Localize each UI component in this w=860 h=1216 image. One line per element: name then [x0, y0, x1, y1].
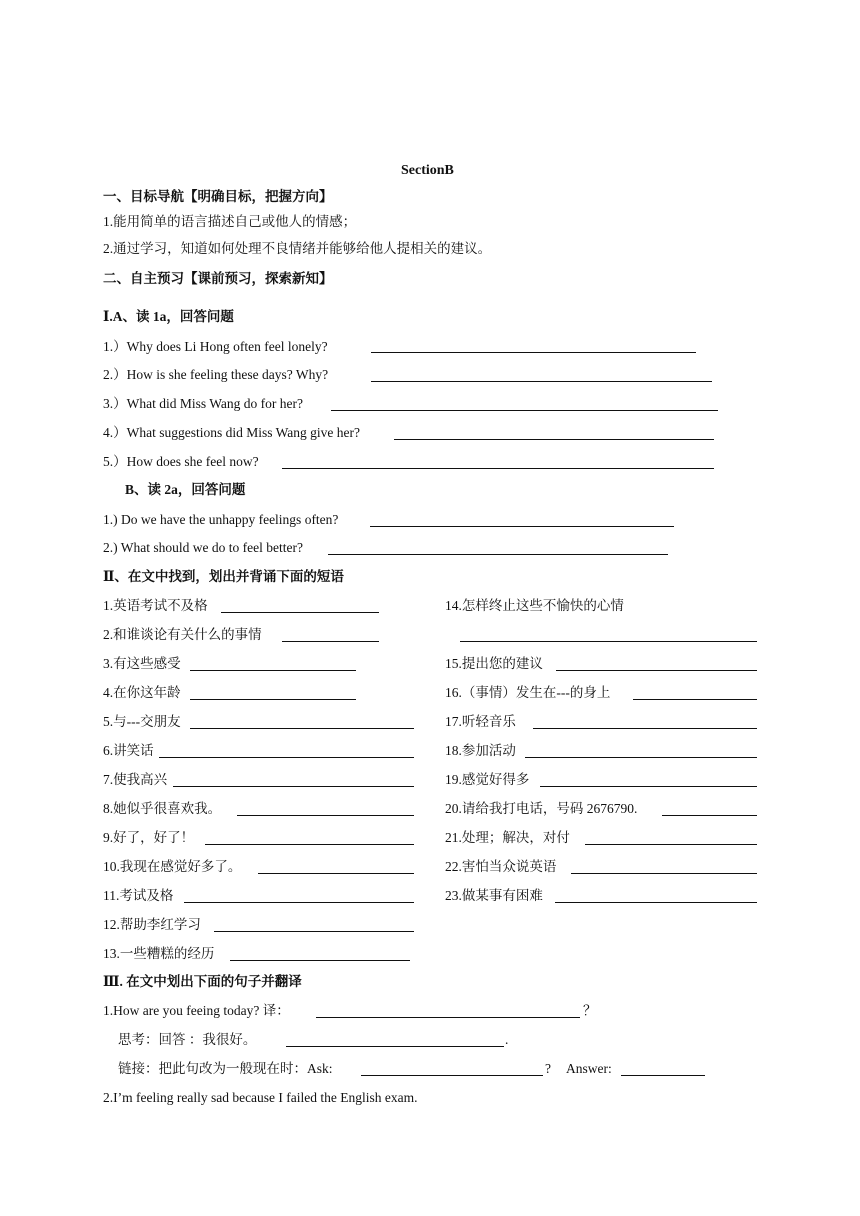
phrase-item: 7.使我高兴: [103, 772, 168, 787]
phrase-blank[interactable]: [540, 774, 757, 787]
phrase-item: 9.好了，好了！: [103, 830, 195, 845]
translation-blank[interactable]: [316, 1005, 580, 1018]
phrase-item: 3.有这些感受: [103, 656, 181, 671]
phrase-item: 19.感觉好得多: [445, 772, 530, 787]
answer-blank[interactable]: [621, 1063, 705, 1076]
question-row: [103, 395, 303, 413]
ask-blank[interactable]: [361, 1063, 543, 1076]
section2-heading: 二、自主预习【课前预习，探索新知】: [103, 271, 333, 286]
phrase-item: 8.她似乎很喜欢我。: [103, 801, 222, 816]
question-text: 3.）What did Miss Wang do for her?: [103, 396, 304, 411]
question-row: [103, 453, 259, 471]
phrase-item: 4.在你这年龄: [103, 685, 181, 700]
phrase-blank[interactable]: [237, 803, 414, 816]
phrase-blank[interactable]: [533, 716, 757, 729]
question-text: 2.) What should we do to feel better?: [103, 540, 303, 555]
answer-blank[interactable]: [371, 369, 712, 382]
answer-blank[interactable]: [370, 514, 674, 527]
phrase-blank[interactable]: [633, 687, 757, 700]
phrase-item: 11.考试及格: [103, 888, 174, 903]
phrase-blank[interactable]: [190, 716, 414, 729]
question-text: 5.）How does she feel now?: [103, 454, 259, 469]
phrase-item: 17.听轻音乐: [445, 714, 516, 729]
end-mark: .: [505, 1032, 509, 1047]
question-text: 4.）What suggestions did Miss Wang give her?: [103, 425, 361, 440]
question-row: [103, 424, 360, 442]
section3-heading: Ⅲ. 在文中划出下面的句子并翻译: [103, 974, 302, 989]
sentence-text: 1.How are you feeing today?: [103, 1003, 260, 1018]
think-prompt: 思考：回答 ：我很好。: [118, 1032, 257, 1047]
phrase-item: 5.与---交朋友: [103, 714, 181, 729]
phrase-item: 14.怎样终止这些不愉快的心情: [445, 598, 624, 613]
end-mark: ?: [545, 1061, 551, 1076]
phrase-blank[interactable]: [258, 861, 414, 874]
phrase-item: 13.一些糟糕的经历: [103, 946, 215, 961]
part-a-heading: Ⅰ.A、读 1a，回答问题: [103, 309, 234, 324]
phrase-item: 23.做某事有困难: [445, 888, 543, 903]
question-row: [103, 338, 328, 356]
phrase-blank[interactable]: [556, 658, 757, 671]
answer-blank[interactable]: [286, 1034, 504, 1047]
goal-item: 2.通过学习，知道如何处理不良情绪并能够给他人提相关的建议。: [103, 241, 492, 256]
part-ii-heading: Ⅱ、在文中找到，划出并背诵下面的短语: [103, 569, 344, 584]
phrase-item: 18.参加活动: [445, 743, 516, 758]
phrase-item: 21.处理；解决，对付: [445, 830, 570, 845]
translate-label: 译：: [262, 1003, 290, 1018]
phrase-blank[interactable]: [190, 658, 356, 671]
answer-blank[interactable]: [328, 542, 668, 555]
question-text: 2.）How is she feeling these days? Why?: [103, 367, 329, 382]
answer-label: Answer:: [566, 1061, 612, 1076]
page-title: SectionB: [401, 163, 454, 178]
phrase-blank[interactable]: [205, 832, 414, 845]
answer-blank[interactable]: [282, 456, 714, 469]
phrase-blank[interactable]: [571, 861, 757, 874]
phrase-item: 12.帮助李红学习: [103, 917, 201, 932]
phrase-blank[interactable]: [282, 629, 379, 642]
section1-heading: 一、目标导航【明确目标，把握方向】: [103, 189, 333, 204]
phrase-blank[interactable]: [184, 890, 414, 903]
part-b-heading: B、读 2a，回答问题: [125, 482, 246, 497]
phrase-item: 6.讲笑话: [103, 743, 154, 758]
phrase-item: 16.（事情）发生在---的身上: [445, 685, 611, 700]
question-text: 1.) Do we have the unhappy feelings often?: [103, 512, 339, 527]
phrase-item: 22.害怕当众说英语: [445, 859, 557, 874]
link-prompt: 链接：把此句改为一般现在时：Ask:: [118, 1061, 333, 1076]
sentence-row: [103, 1002, 290, 1020]
answer-blank[interactable]: [394, 427, 714, 440]
question-text: 1.）Why does Li Hong often feel lonely?: [103, 339, 328, 354]
phrase-blank[interactable]: [662, 803, 757, 816]
phrase-blank[interactable]: [555, 890, 757, 903]
phrase-blank[interactable]: [221, 600, 379, 613]
answer-blank[interactable]: [371, 340, 696, 353]
end-mark: ？: [583, 1003, 597, 1018]
phrase-item: 15.提出您的建议: [445, 656, 543, 671]
phrase-blank[interactable]: [190, 687, 356, 700]
sentence-text: 2.I’m feeling really sad because I failed the English exam.: [103, 1090, 418, 1105]
phrase-item: 20.请给我打电话，号码 2676790.: [445, 801, 638, 816]
phrase-blank[interactable]: [159, 745, 414, 758]
phrase-item: 10.我现在感觉好多了。: [103, 859, 242, 874]
phrase-blank[interactable]: [460, 629, 757, 642]
phrase-blank[interactable]: [230, 948, 410, 961]
question-row: [103, 366, 328, 384]
phrase-item: 2.和谁谈论有关什么的事情: [103, 627, 262, 642]
answer-blank[interactable]: [331, 398, 718, 411]
phrase-item: 1.英语考试不及格: [103, 598, 208, 613]
phrase-blank[interactable]: [585, 832, 757, 845]
phrase-blank[interactable]: [214, 919, 414, 932]
goal-item: 1.能用简单的语言描述自己或他人的情感；: [103, 214, 357, 229]
phrase-blank[interactable]: [525, 745, 757, 758]
phrase-blank[interactable]: [173, 774, 414, 787]
